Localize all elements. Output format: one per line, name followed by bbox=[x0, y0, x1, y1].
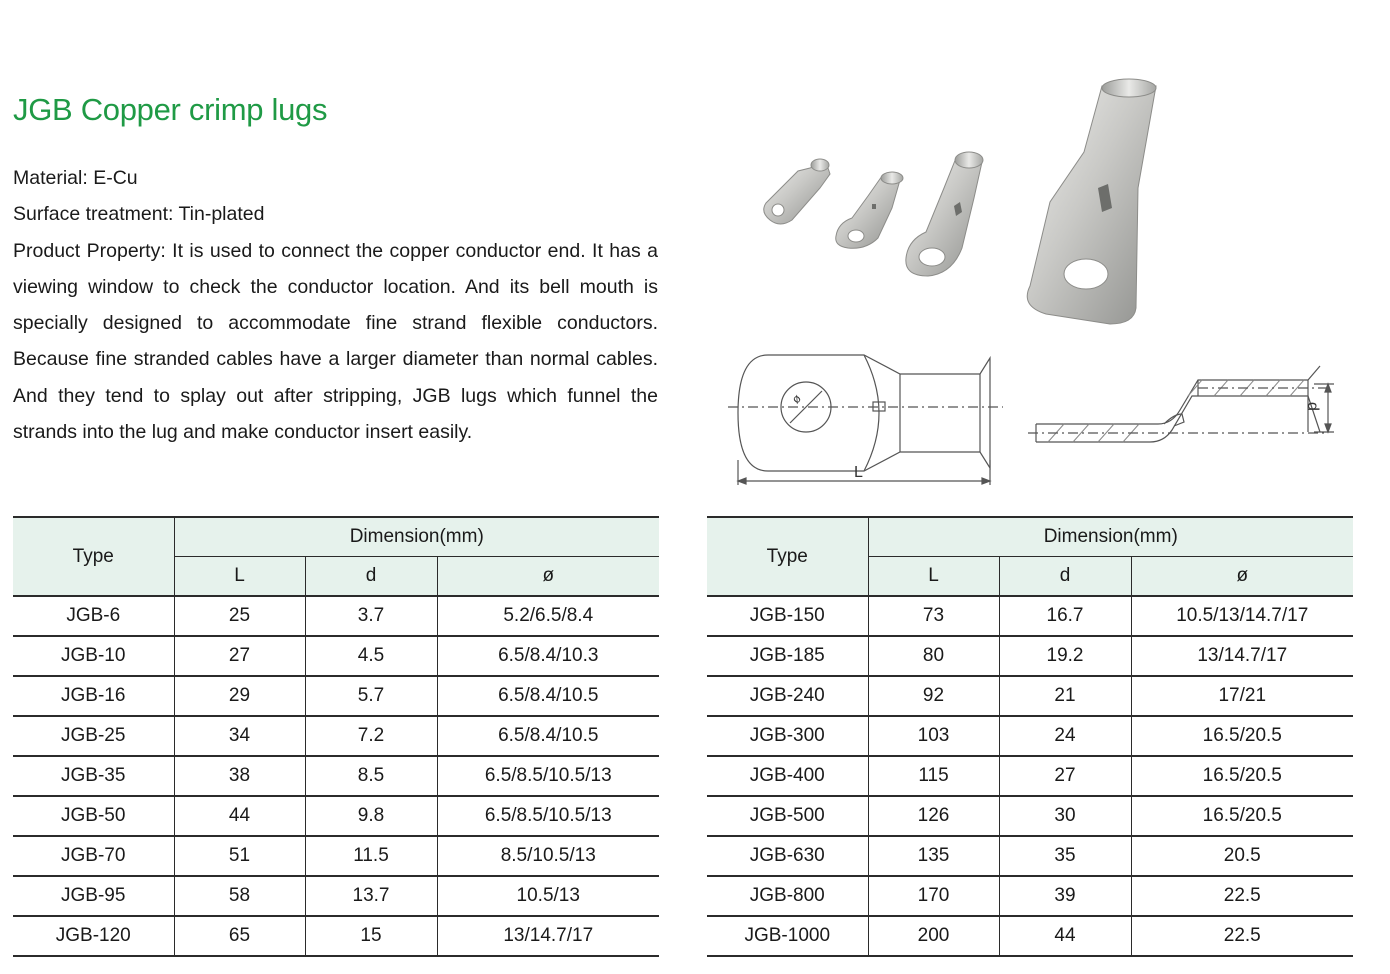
type-header: Type bbox=[707, 517, 868, 596]
d-cell: 39 bbox=[999, 876, 1131, 916]
phi-cell: 6.5/8.4/10.5 bbox=[437, 676, 659, 716]
col-d-header: d bbox=[305, 557, 437, 597]
type-cell: JGB-70 bbox=[13, 836, 174, 876]
L-cell: 126 bbox=[868, 796, 999, 836]
table-row bbox=[13, 916, 659, 956]
top-view-drawing bbox=[728, 355, 1003, 485]
L-cell: 103 bbox=[868, 716, 999, 756]
d-cell: 44 bbox=[999, 916, 1131, 956]
type-cell: JGB-300 bbox=[707, 716, 868, 756]
phi-cell: 10.5/13/14.7/17 bbox=[1131, 596, 1353, 636]
d-cell: 3.7 bbox=[305, 596, 437, 636]
table-row bbox=[13, 636, 659, 676]
d-cell: 9.8 bbox=[305, 796, 437, 836]
phi-cell: 16.5/20.5 bbox=[1131, 756, 1353, 796]
phi-cell: 6.5/8.4/10.3 bbox=[437, 636, 659, 676]
table-row bbox=[13, 876, 659, 916]
d-cell: 7.2 bbox=[305, 716, 437, 756]
property-paragraph: Product Property: It is used to connect the copper conductor end. It has a viewing window to check the conductor location. And its bell mouth is specially designed to accommodate fine strand flexible conductors. Because fine stranded cables have a larger diameter than normal cables. And they tend to splay out after stripping, JGB lugs which funnel the strands into the lug and make conductor insert easily. bbox=[13, 239, 658, 444]
phi-cell: 16.5/20.5 bbox=[1131, 716, 1353, 756]
d-cell: 30 bbox=[999, 796, 1131, 836]
d-cell: 24 bbox=[999, 716, 1131, 756]
d-cell: 13.7 bbox=[305, 876, 437, 916]
phi-cell: 6.5/8.5/10.5/13 bbox=[437, 756, 659, 796]
lug-large bbox=[1027, 79, 1156, 324]
L-cell: 170 bbox=[868, 876, 999, 916]
col-phi-header: ø bbox=[437, 557, 659, 597]
spec-table-left bbox=[13, 516, 659, 957]
L-cell: 25 bbox=[174, 596, 305, 636]
L-cell: 200 bbox=[868, 916, 999, 956]
d-cell: 21 bbox=[999, 676, 1131, 716]
lug-medium bbox=[906, 152, 983, 276]
type-cell: JGB-25 bbox=[13, 716, 174, 756]
col-L-header: L bbox=[174, 557, 305, 597]
phi-cell: 8.5/10.5/13 bbox=[437, 836, 659, 876]
type-cell: JGB-500 bbox=[707, 796, 868, 836]
L-cell: 65 bbox=[174, 916, 305, 956]
table-row bbox=[13, 716, 659, 756]
table-row bbox=[707, 596, 1353, 636]
lug-small-2 bbox=[836, 172, 903, 248]
L-cell: 27 bbox=[174, 636, 305, 676]
table-row bbox=[707, 756, 1353, 796]
type-cell: JGB-1000 bbox=[707, 916, 868, 956]
type-cell: JGB-50 bbox=[13, 796, 174, 836]
L-cell: 38 bbox=[174, 756, 305, 796]
col-phi-header: ø bbox=[1131, 557, 1353, 597]
table-row bbox=[707, 836, 1353, 876]
type-cell: JGB-400 bbox=[707, 756, 868, 796]
dimension-header: Dimension(mm) bbox=[868, 517, 1353, 557]
dim-L-label: L bbox=[854, 464, 863, 481]
type-cell: JGB-630 bbox=[707, 836, 868, 876]
dimension-header: Dimension(mm) bbox=[174, 517, 659, 557]
d-cell: 19.2 bbox=[999, 636, 1131, 676]
table-row bbox=[13, 756, 659, 796]
material-line: Material: E-Cu bbox=[13, 167, 138, 189]
table-row bbox=[707, 916, 1353, 956]
phi-cell: 20.5 bbox=[1131, 836, 1353, 876]
d-cell: 16.7 bbox=[999, 596, 1131, 636]
type-cell: JGB-120 bbox=[13, 916, 174, 956]
d-cell: 11.5 bbox=[305, 836, 437, 876]
table-row bbox=[707, 796, 1353, 836]
type-cell: JGB-6 bbox=[13, 596, 174, 636]
type-cell: JGB-240 bbox=[707, 676, 868, 716]
table-row bbox=[707, 636, 1353, 676]
phi-cell: 22.5 bbox=[1131, 876, 1353, 916]
table-row bbox=[13, 596, 659, 636]
type-header: Type bbox=[13, 517, 174, 596]
type-cell: JGB-10 bbox=[13, 636, 174, 676]
type-cell: JGB-800 bbox=[707, 876, 868, 916]
table-row bbox=[13, 796, 659, 836]
phi-cell: 6.5/8.4/10.5 bbox=[437, 716, 659, 756]
L-cell: 34 bbox=[174, 716, 305, 756]
L-cell: 92 bbox=[868, 676, 999, 716]
type-cell: JGB-95 bbox=[13, 876, 174, 916]
table-row bbox=[707, 716, 1353, 756]
dim-phi-label: ø bbox=[788, 391, 804, 407]
table-row bbox=[707, 876, 1353, 916]
phi-cell: 5.2/6.5/8.4 bbox=[437, 596, 659, 636]
surface-line: Surface treatment: Tin-plated bbox=[13, 203, 265, 226]
phi-cell: 17/21 bbox=[1131, 676, 1353, 716]
type-cell: JGB-35 bbox=[13, 756, 174, 796]
phi-cell: 6.5/8.5/10.5/13 bbox=[437, 796, 659, 836]
d-cell: 8.5 bbox=[305, 756, 437, 796]
table-row bbox=[13, 676, 659, 716]
type-cell: JGB-16 bbox=[13, 676, 174, 716]
L-cell: 115 bbox=[868, 756, 999, 796]
product-description bbox=[13, 160, 658, 450]
type-cell: JGB-150 bbox=[707, 596, 868, 636]
d-cell: 27 bbox=[999, 756, 1131, 796]
d-cell: 4.5 bbox=[305, 636, 437, 676]
table-row bbox=[707, 676, 1353, 716]
col-d-header: d bbox=[999, 557, 1131, 597]
phi-cell: 10.5/13 bbox=[437, 876, 659, 916]
L-cell: 135 bbox=[868, 836, 999, 876]
table-row bbox=[13, 836, 659, 876]
L-cell: 29 bbox=[174, 676, 305, 716]
phi-cell: 13/14.7/17 bbox=[437, 916, 659, 956]
lug-small-1 bbox=[764, 159, 830, 224]
phi-cell: 13/14.7/17 bbox=[1131, 636, 1353, 676]
d-cell: 35 bbox=[999, 836, 1131, 876]
L-cell: 44 bbox=[174, 796, 305, 836]
L-cell: 58 bbox=[174, 876, 305, 916]
L-cell: 73 bbox=[868, 596, 999, 636]
side-view-drawing bbox=[1028, 366, 1334, 442]
L-cell: 51 bbox=[174, 836, 305, 876]
dim-d-label: d bbox=[1304, 402, 1321, 411]
d-cell: 5.7 bbox=[305, 676, 437, 716]
technical-drawing bbox=[728, 350, 1348, 495]
phi-cell: 16.5/20.5 bbox=[1131, 796, 1353, 836]
L-cell: 80 bbox=[868, 636, 999, 676]
phi-cell: 22.5 bbox=[1131, 916, 1353, 956]
col-L-header: L bbox=[868, 557, 999, 597]
spec-table-right bbox=[707, 516, 1353, 957]
d-cell: 15 bbox=[305, 916, 437, 956]
product-photo bbox=[740, 78, 1160, 340]
type-cell: JGB-185 bbox=[707, 636, 868, 676]
page-title: JGB Copper crimp lugs bbox=[13, 92, 328, 127]
